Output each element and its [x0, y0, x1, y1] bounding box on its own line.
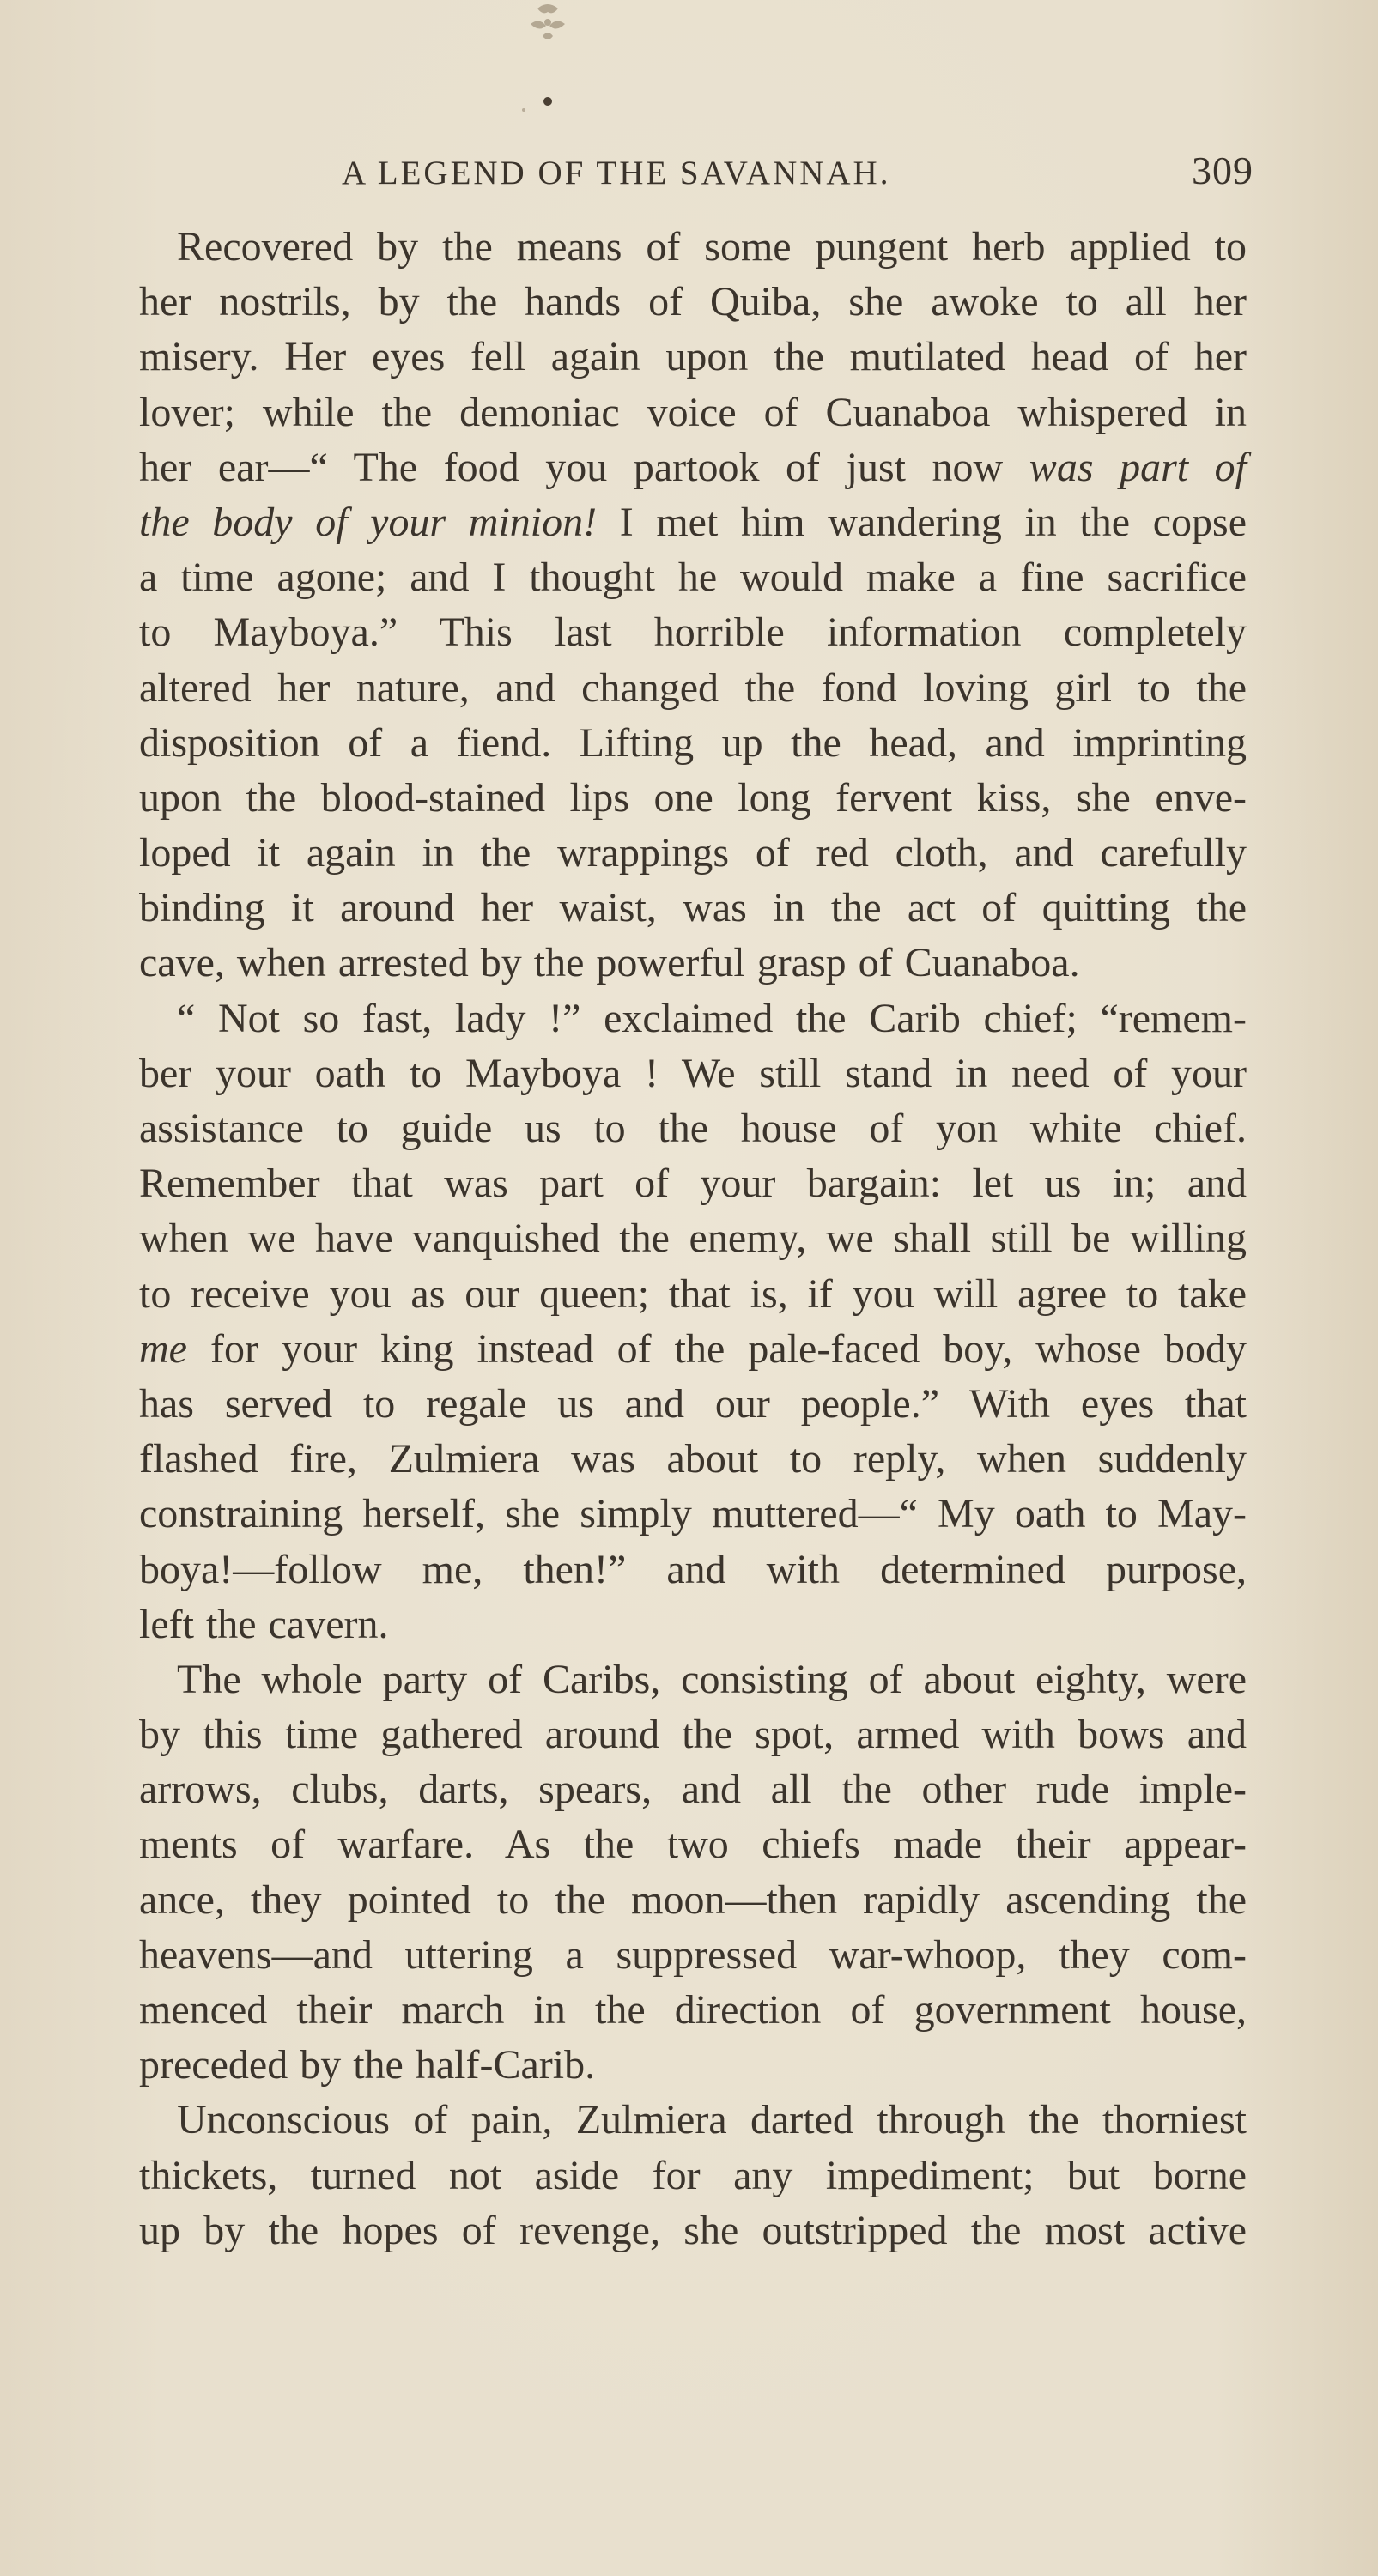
text-line: by this time gathered around the spot, armed with bows and [139, 1712, 1247, 1758]
text-line: preceded by the half-Carib. [139, 2042, 596, 2088]
text-line: boya!—follow me, then!” and with determined purpose, [139, 1546, 1247, 1592]
text-line: cave, when arrested by the powerful grasp of Cuanaboa. [139, 940, 1080, 986]
text-line: to Mayboya.” This last horrible information completely [139, 609, 1247, 656]
text-line: ber your oath to Mayboya ! We still stand in need of your [139, 1050, 1247, 1096]
paragraph [139, 991, 1247, 1652]
text-line: ments of warfare. As the two chiefs made their appear- [139, 1821, 1247, 1868]
text-line: heavens—and uttering a suppressed war-whoop, they com- [139, 1931, 1247, 1978]
italic-text: me [139, 1325, 187, 1372]
text-line: arrows, clubs, darts, spears, and all the other rude imple- [139, 1767, 1247, 1813]
ink-dot [543, 97, 552, 106]
text-line [139, 440, 1247, 495]
paragraph [139, 1652, 1247, 2094]
text-line: “ Not so fast, lady !” exclaimed the Carib chief; “remem- [177, 995, 1247, 1041]
printer-ornament-icon [505, 0, 591, 120]
text-segment: I met him wandering in the copse [597, 499, 1247, 545]
text-line: up by the hopes of revenge, she outstripped the most active [139, 2207, 1247, 2253]
text-line: left the cavern. [139, 1601, 389, 1647]
text-line: Unconscious of pain, Zulmiera darted through the thorniest [177, 2097, 1247, 2143]
text-line: lover; while the demoniac voice of Cuanaboa whispered in [139, 389, 1247, 435]
running-head [342, 148, 1254, 191]
paragraph [139, 220, 1247, 991]
text-line: Recovered by the means of some pungent herb applied to [177, 224, 1247, 270]
text-line: disposition of a fiend. Lifting up the head, and imprinting [139, 719, 1247, 766]
text-line: thickets, turned not aside for any impediment; but borne [139, 2152, 1247, 2198]
text-line: binding it around her waist, was in the act of quitting the [139, 885, 1247, 931]
body-text [139, 220, 1247, 2258]
page-number: 309 [1192, 148, 1254, 192]
text-line: upon the blood-stained lips one long fervent kiss, she enve- [139, 774, 1247, 821]
text-line: has served to regale us and our people.” With eyes that [139, 1380, 1247, 1427]
text-line [139, 1322, 1247, 1377]
text-line: loped it again in the wrappings of red cloth, and carefully [139, 830, 1247, 876]
text-line: her nostrils, by the hands of Quiba, she awoke to all her [139, 279, 1247, 325]
text-line: menced their march in the direction of government house, [139, 1987, 1247, 2033]
text-line [139, 495, 1247, 550]
text-line: ance, they pointed to the moon—then rapidly ascending the [139, 1876, 1247, 1923]
italic-text: the body of your minion! [139, 499, 598, 545]
text-line: misery. Her eyes fell again upon the mutilated head of her [139, 334, 1247, 380]
text-line: flashed fire, Zulmiera was about to reply, when suddenly [139, 1436, 1247, 1482]
text-line: when we have vanquished the enemy, we shall still be willing [139, 1215, 1247, 1262]
text-line: The whole party of Caribs, consisting of about eighty, were [177, 1656, 1247, 1702]
text-line: Remember that was part of your bargain: let us in; and [139, 1161, 1247, 1207]
text-segment: her ear—“ The food you partook of just now [139, 444, 1029, 490]
italic-text: was part of [1029, 444, 1247, 490]
text-line: altered her nature, and changed the fond loving girl to the [139, 664, 1247, 711]
text-segment: for your king instead of the pale-faced boy, whose body [186, 1325, 1247, 1372]
text-line: constraining herself, she simply muttered—“ My oath to May- [139, 1491, 1247, 1537]
running-head-title: A LEGEND OF THE SAVANNAH. [342, 155, 891, 191]
paragraph [139, 2093, 1247, 2258]
text-line: a time agone; and I thought he would make a fine sacrifice [139, 555, 1247, 601]
text-line: to receive you as our queen; that is, if you will agree to take [139, 1270, 1247, 1317]
text-line: assistance to guide us to the house of yon white chief. [139, 1106, 1247, 1151]
